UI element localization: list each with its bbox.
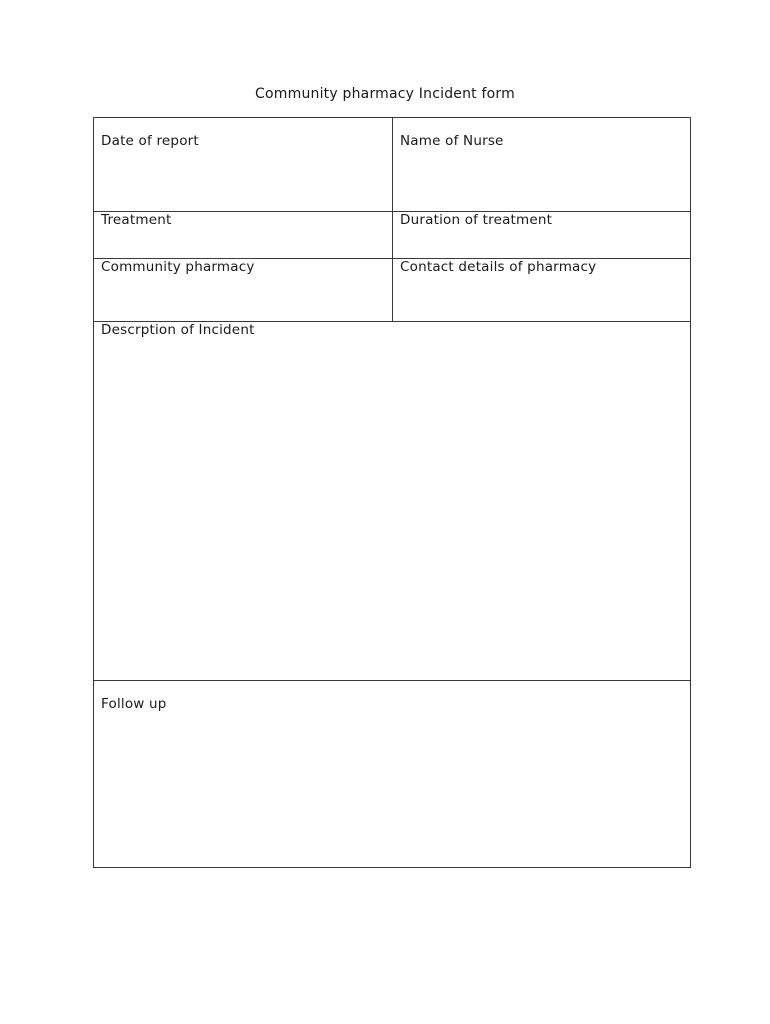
- date-of-report-label: Date of report: [101, 133, 199, 149]
- treatment-label: Treatment: [101, 212, 172, 228]
- treatment-field[interactable]: [94, 212, 392, 258]
- duration-of-treatment-label: Duration of treatment: [400, 212, 553, 228]
- incident-form-table: [93, 117, 691, 868]
- community-pharmacy-label: Community pharmacy: [101, 259, 255, 275]
- name-of-nurse-field[interactable]: [393, 118, 690, 211]
- date-of-report-field[interactable]: [94, 118, 392, 211]
- name-of-nurse-label: Name of Nurse: [400, 133, 504, 149]
- contact-details-field[interactable]: [393, 259, 690, 321]
- form-title: Community pharmacy Incident form: [255, 86, 515, 102]
- duration-of-treatment-field[interactable]: [393, 212, 690, 258]
- follow-up-field[interactable]: [94, 681, 690, 867]
- description-of-incident-label: Descrption of Incident: [101, 322, 255, 338]
- community-pharmacy-field[interactable]: [94, 259, 392, 321]
- contact-details-label: Contact details of pharmacy: [400, 259, 597, 275]
- follow-up-label: Follow up: [101, 696, 167, 712]
- description-of-incident-field[interactable]: [94, 322, 690, 680]
